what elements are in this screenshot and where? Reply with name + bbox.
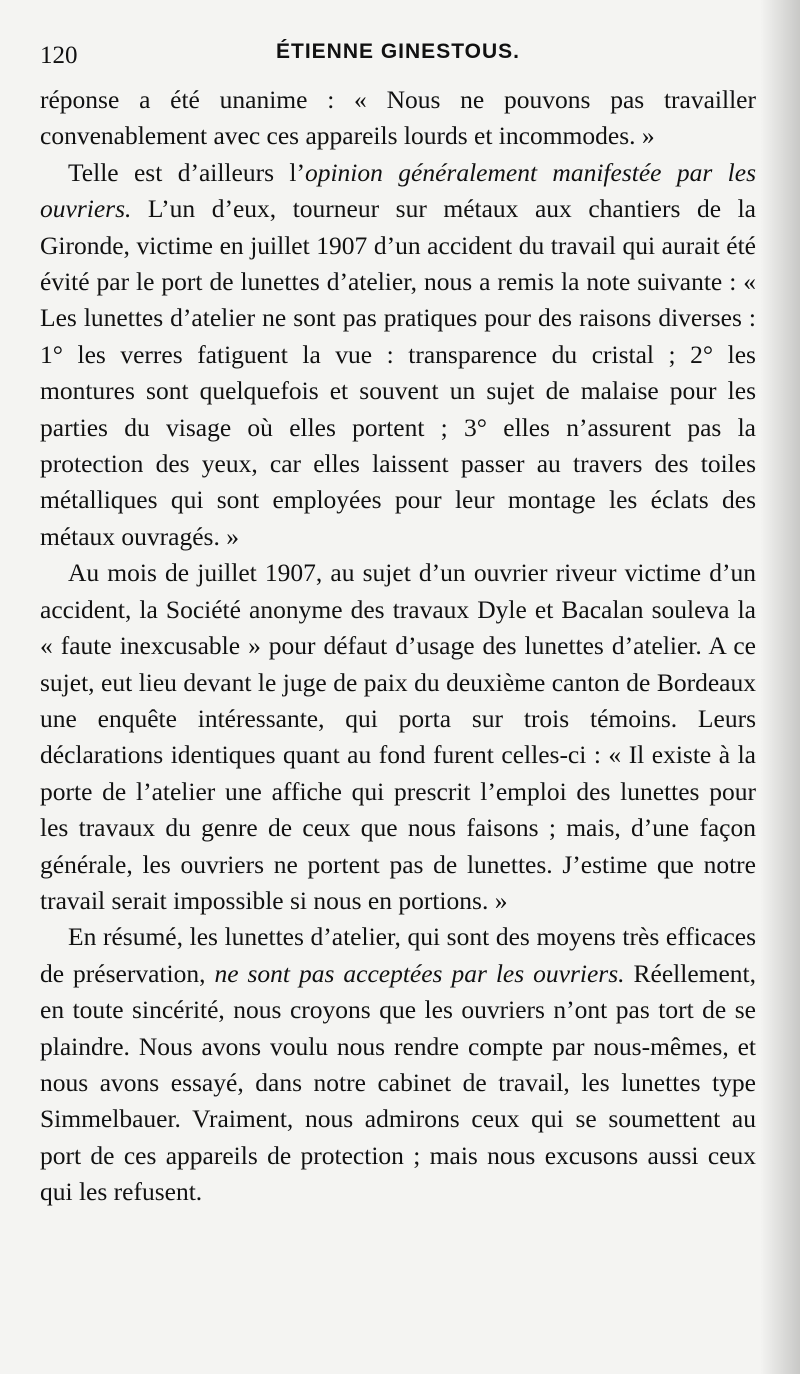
paragraph bbox=[40, 82, 756, 155]
text-segment: Au mois de juillet 1907, au sujet d’un ouvrier riveur victime d’un accident, la Société anonyme des travaux Dyle et Bacalan souleva la « faute inexcusable » pour défaut d’usage des lunettes d’atelier. A ce sujet, eut lieu devant le juge de paix du deuxième canton de Bordeaux une enquête intéressante, qui porta sur trois témoins. Leurs déclarations identiques quant au fond furent celles-ci : « Il existe à la porte de l’atelier une affiche qui prescrit l’emploi des lunettes pour les travaux du genre de ceux que nous faisons ; mais, d’une façon générale, les ouvriers ne portent pas de lunettes. J’estime que notre travail serait impossible si nous en portions. » bbox=[40, 558, 756, 915]
body-text bbox=[40, 82, 756, 1211]
page-number: 120 bbox=[40, 42, 78, 69]
text-segment: réponse a été unanime : « Nous ne pouvons pas travailler convenablement avec ces appareils lourds et incommodes. » bbox=[40, 85, 756, 151]
paragraph bbox=[40, 555, 756, 919]
text-segment: L’un d’eux, tourneur sur métaux aux chantiers de la Gironde, victime en juillet 1907 d’un accident du travail qui aurait été évité par le port de lunettes d’atelier, nous a remis la note suivante : « Les lunettes d’atelier ne sont pas pratiques pour des raisons diverses : 1° les verres fatiguent la vue : transparence du cristal ; 2° les montures sont quelquefois et souvent un sujet de malaise pour les parties du visage où elles portent ; 3° elles n’assurent pas la protection des yeux, car elles laissent passer au travers des toiles métalliques qui sont employées pour leur montage les éclats des métaux ouvragés. » bbox=[40, 194, 756, 551]
page-edge-shadow bbox=[760, 0, 800, 1374]
text-segment: Telle est d’ailleurs l’ bbox=[68, 157, 305, 187]
text-segment: En résumé, les lunettes d’atelier, qui sont des moyens très efficaces de préservation, bbox=[40, 922, 756, 988]
paragraph bbox=[40, 155, 756, 555]
running-head: ÉTIENNE GINESTOUS. bbox=[276, 40, 520, 63]
page-header bbox=[40, 34, 756, 78]
text-segment: Réellement, en toute sincérité, nous croyons que les ouvriers n’ont pas tort de se plaindre. Nous avons voulu nous rendre compte par nous-mêmes, et nous avons essayé, dans notre cabinet de travail, les lunettes type Simmelbauer. Vraiment, nous admirons ceux qui se soumettent au port de ces appareils de protection ; mais nous excusons aussi ceux qui les refusent. bbox=[40, 958, 757, 1207]
italic-text-segment: ne sont pas acceptées par les ouvriers. bbox=[214, 958, 625, 988]
paragraph bbox=[40, 919, 756, 1210]
italic-text-segment: opinion généralement manifestée par les ouvriers. bbox=[40, 157, 757, 224]
